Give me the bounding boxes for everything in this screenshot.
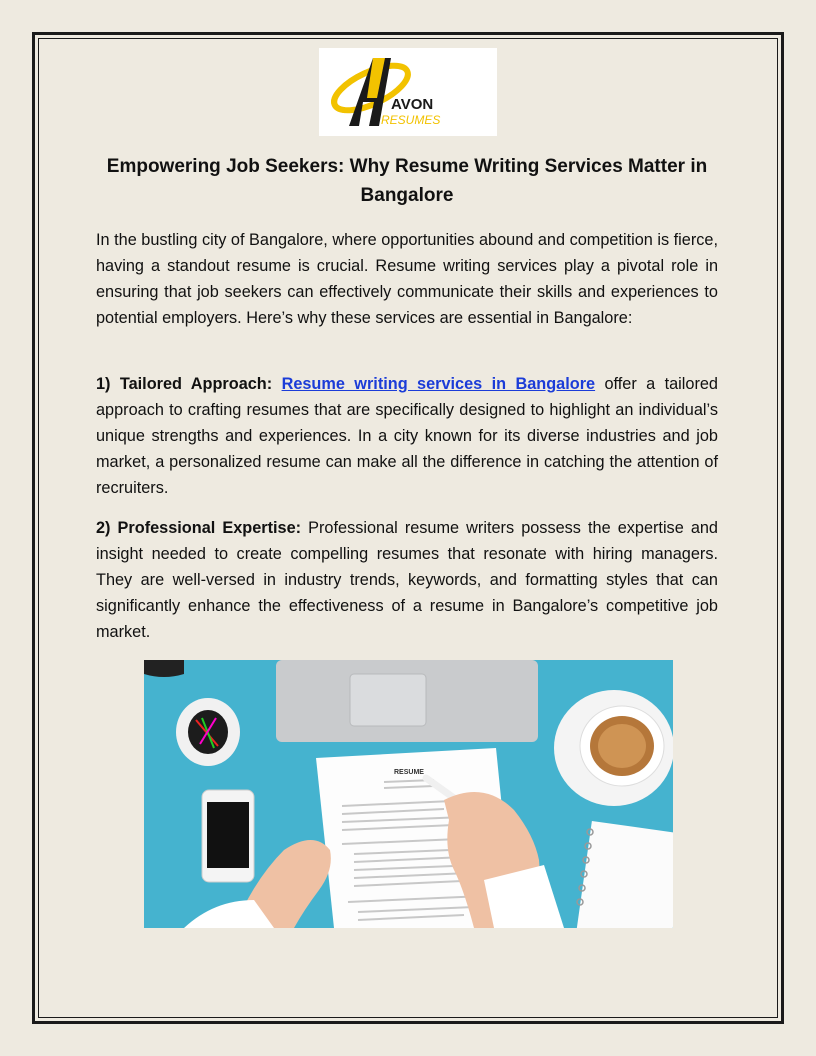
photo-resume-heading: RESUME xyxy=(394,769,424,776)
desk-resume-photo xyxy=(144,660,673,928)
point1-heading: 1) Tailored Approach: xyxy=(96,375,273,393)
logo-text-avon: AVON xyxy=(391,96,434,113)
resume-services-link[interactable]: Resume writing services in Bangalore xyxy=(281,375,596,393)
intro-paragraph: In the bustling city of Bangalore, where opportunities abound and competition is fierce, having a standout resume is crucial. Resume writing services play a pivotal role in ensuring that job seekers can effectively communicate their skills and experiences to potential employers. Here’s why these services are essential in Bangalore: xyxy=(96,231,718,327)
logo-text-resumes: RESUMES xyxy=(381,113,441,127)
avon-resumes-logo xyxy=(319,48,497,136)
point1-body: offer a tailored approach to crafting resumes that are specifically designed to highlight an individual’s unique strengths and experiences. In a city known for its diverse industries and job market, a personalized resume can make all the difference in catching the attention of recruiters. xyxy=(96,375,718,497)
logo-graphic xyxy=(319,48,497,136)
point-professional-expertise xyxy=(96,515,718,645)
point2-heading: 2) Professional Expertise: xyxy=(96,519,302,537)
page-title: Empowering Job Seekers: Why Resume Writing Services Matter in Bangalore xyxy=(106,156,708,206)
point2-body: Professional resume writers possess the expertise and insight needed to create compelling resumes that resonate with hiring managers. They are well-versed in industry trends, keywords, and formatting styles that can significantly enhance the effectiveness of a resume in Bangalore’s competitive job market. xyxy=(96,519,718,641)
point-tailored-approach xyxy=(96,371,718,501)
photo-illustration xyxy=(144,660,673,928)
